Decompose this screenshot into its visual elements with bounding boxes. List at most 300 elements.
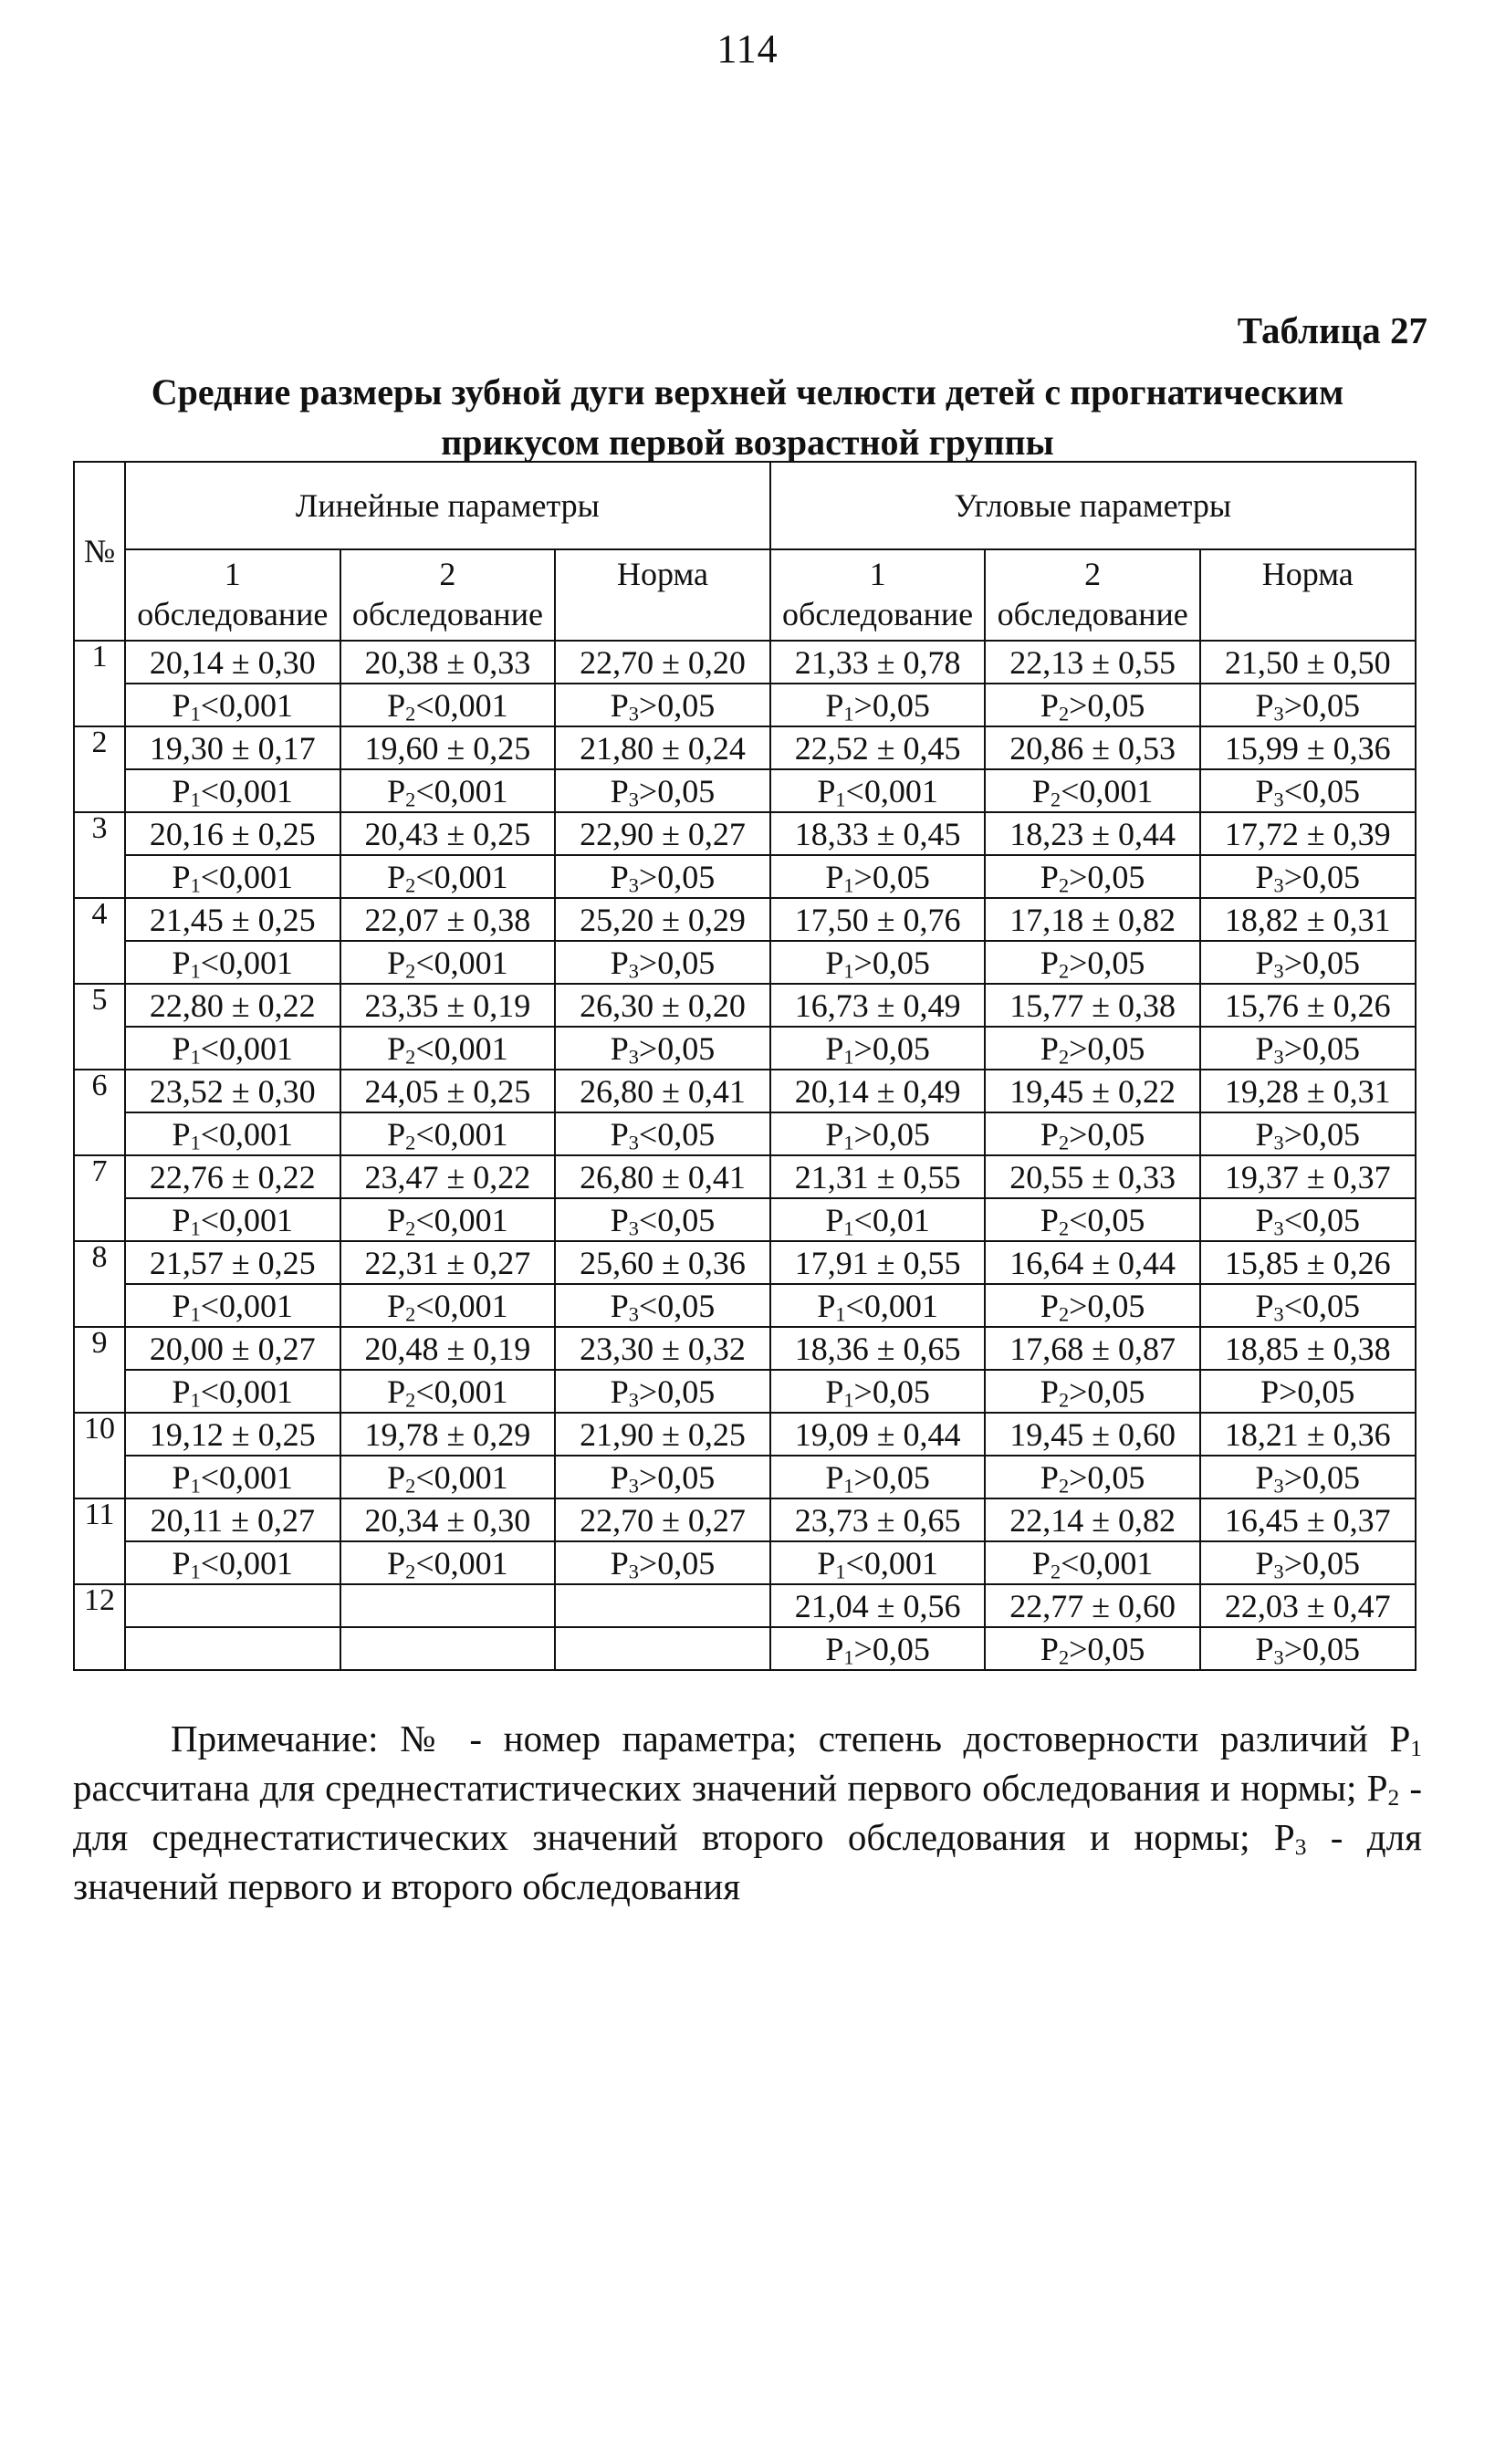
mean-value-cell: 17,91 ± 0,55 (770, 1241, 986, 1284)
mean-value-cell: 19,45 ± 0,22 (985, 1070, 1200, 1112)
p-value: <0,05 (1069, 1201, 1145, 1238)
p-value: >0,05 (1283, 1630, 1361, 1667)
p-letter: P (825, 1115, 844, 1153)
header-angular-parameters: Угловые параметры (770, 462, 1416, 549)
mean-value-cell: 18,23 ± 0,44 (985, 812, 1200, 855)
mean-value-cell: 19,60 ± 0,25 (340, 726, 556, 769)
p-index: 3 (1273, 701, 1284, 725)
table-row-means (74, 1155, 1416, 1198)
table-row-means (74, 1413, 1416, 1456)
p-letter: P (610, 1458, 629, 1496)
footnote-sub-3: 3 (1294, 1834, 1307, 1861)
p-value-cell (340, 769, 556, 812)
p-value-cell (125, 1112, 340, 1155)
p-value: <0,001 (200, 1115, 294, 1153)
table-title-line-2-text: прикусом первой возрастной группы (441, 422, 1054, 463)
p-index: 2 (1058, 1473, 1070, 1497)
p-value-cell (1200, 1456, 1416, 1498)
p-letter: P (825, 944, 844, 981)
p-value: <0,001 (845, 1544, 938, 1582)
p-value-cell (770, 769, 986, 812)
p-index: 3 (1273, 1559, 1284, 1582)
p-index: 2 (1050, 1559, 1061, 1582)
p-value: <0,001 (415, 1458, 508, 1496)
p-index: 1 (190, 1473, 201, 1497)
subheader-cell (125, 549, 340, 641)
p-index: 2 (405, 1044, 416, 1068)
p-value-cell (1200, 1284, 1416, 1327)
p-value: >0,05 (853, 944, 930, 981)
p-value-cell (340, 1541, 556, 1584)
p-value: <0,001 (415, 1029, 508, 1067)
subheader-number: Норма (617, 556, 708, 592)
subheader-number: 2 (439, 556, 456, 592)
p-index: 3 (1273, 1216, 1284, 1239)
p-letter: P (1255, 686, 1274, 724)
p-index: 1 (843, 1044, 854, 1068)
p-letter: P (817, 772, 836, 809)
table-row-significance (74, 941, 1416, 984)
table-row-significance (74, 1627, 1416, 1670)
mean-value-cell: 22,13 ± 0,55 (985, 641, 1200, 684)
table-title (73, 319, 1422, 370)
p-value-cell (555, 1370, 770, 1413)
p-index: 1 (190, 787, 201, 810)
p-value: >0,05 (853, 686, 930, 724)
p-index: 2 (1050, 787, 1061, 810)
p-value-cell (125, 1541, 340, 1584)
p-value: >0,05 (1069, 686, 1145, 724)
p-value: <0,001 (200, 1373, 294, 1410)
mean-value-cell: 21,50 ± 0,50 (1200, 641, 1416, 684)
subheader-cell (770, 549, 986, 641)
p-index: 1 (190, 701, 201, 725)
p-index: 2 (405, 1473, 416, 1497)
table-row-significance (74, 1370, 1416, 1413)
p-value: <0,001 (200, 772, 294, 809)
p-value: <0,05 (638, 1287, 716, 1324)
footnote-text-4: - для значений первого и второго обследования (73, 1816, 1422, 1907)
p-letter: P (825, 858, 844, 895)
p-value-cell (1200, 855, 1416, 898)
p-value: <0,001 (415, 772, 508, 809)
subheader-number: 1 (869, 556, 886, 592)
p-index: 3 (1273, 1644, 1284, 1668)
mean-value-cell: 20,11 ± 0,27 (125, 1498, 340, 1541)
p-value-cell (985, 1198, 1200, 1241)
mean-value-cell: 22,31 ± 0,27 (340, 1241, 556, 1284)
p-value: >0,05 (1069, 1373, 1145, 1410)
p-value: <0,001 (200, 1458, 294, 1496)
p-letter: P (172, 686, 191, 724)
table-row-means (74, 1327, 1416, 1370)
mean-value-cell: 21,33 ± 0,78 (770, 641, 986, 684)
mean-value-cell (125, 1584, 340, 1627)
p-value: <0,05 (638, 1201, 716, 1238)
p-value-cell (340, 1198, 556, 1241)
p-letter: P (1255, 1287, 1274, 1324)
p-index: 1 (190, 1044, 201, 1068)
p-value-cell (1200, 1198, 1416, 1241)
p-index: 2 (405, 701, 416, 725)
p-letter: P (1255, 1029, 1274, 1067)
mean-value-cell: 23,47 ± 0,22 (340, 1155, 556, 1198)
mean-value-cell: 16,64 ± 0,44 (985, 1241, 1200, 1284)
table-row-significance (74, 1284, 1416, 1327)
p-value-cell (555, 1627, 770, 1670)
p-index: 1 (843, 872, 854, 896)
p-letter: P (387, 1115, 406, 1153)
p-letter: P (1040, 858, 1059, 895)
p-letter: P (1040, 1373, 1059, 1410)
mean-value-cell: 15,76 ± 0,26 (1200, 984, 1416, 1027)
p-index: 2 (1058, 1301, 1070, 1325)
p-value: <0,001 (415, 858, 508, 895)
p-index: 2 (405, 1559, 416, 1582)
mean-value-cell: 17,18 ± 0,82 (985, 898, 1200, 941)
p-letter: P (387, 1544, 406, 1582)
mean-value-cell: 23,35 ± 0,19 (340, 984, 556, 1027)
mean-value-cell: 22,14 ± 0,82 (985, 1498, 1200, 1541)
p-index: 1 (843, 1644, 854, 1668)
p-letter: P (1040, 1029, 1059, 1067)
p-value-cell (125, 1627, 340, 1670)
p-letter: P (825, 1458, 844, 1496)
p-value: <0,001 (200, 1287, 294, 1324)
p-value: >0,05 (1069, 1287, 1145, 1324)
table-row-means (74, 984, 1416, 1027)
p-index: 1 (843, 1387, 854, 1411)
p-value-cell (1200, 1627, 1416, 1670)
p-index: 2 (1058, 958, 1070, 982)
dental-arch-table (73, 461, 1417, 1671)
p-index: 1 (835, 1559, 846, 1582)
mean-value-cell: 19,30 ± 0,17 (125, 726, 340, 769)
p-value-cell (770, 1456, 986, 1498)
p-value-cell (125, 1370, 340, 1413)
p-value-cell (770, 1284, 986, 1327)
p-letter: P (1255, 944, 1274, 981)
p-letter: P (172, 858, 191, 895)
mean-value-cell: 15,85 ± 0,26 (1200, 1241, 1416, 1284)
p-letter: P (610, 1373, 629, 1410)
row-number: 5 (74, 984, 125, 1070)
p-value-cell (1200, 684, 1416, 726)
subheader-number: 1 (224, 556, 241, 592)
p-value-cell (1200, 1112, 1416, 1155)
mean-value-cell: 20,34 ± 0,30 (340, 1498, 556, 1541)
mean-value-cell: 22,80 ± 0,22 (125, 984, 340, 1027)
p-letter: P (1040, 1201, 1059, 1238)
mean-value-cell: 26,80 ± 0,41 (555, 1070, 770, 1112)
p-value: <0,001 (200, 1544, 294, 1582)
p-value: <0,001 (415, 1201, 508, 1238)
p-value: >0,05 (853, 1630, 930, 1667)
row-number: 3 (74, 812, 125, 898)
p-letter: P (610, 1201, 629, 1238)
p-value: <0,001 (200, 1201, 294, 1238)
p-index: 3 (628, 872, 639, 896)
table-title-visible (73, 367, 1422, 467)
subheader-number: 2 (1084, 556, 1102, 592)
p-value: >0,05 (638, 944, 716, 981)
mean-value-cell: 22,90 ± 0,27 (555, 812, 770, 855)
mean-value-cell: 23,30 ± 0,32 (555, 1327, 770, 1370)
p-index: 2 (1058, 1130, 1070, 1154)
p-letter: P (1255, 1115, 1274, 1153)
p-value: >0,05 (853, 858, 930, 895)
mean-value-cell: 19,78 ± 0,29 (340, 1413, 556, 1456)
p-value: <0,001 (200, 686, 294, 724)
p-index: 1 (843, 1216, 854, 1239)
p-value-cell (985, 855, 1200, 898)
row-number: 7 (74, 1155, 125, 1241)
p-value: >0,05 (1283, 1029, 1361, 1067)
footnote-text-2: рассчитана для среднестатистических значений первого обследования и нормы; P (73, 1767, 1388, 1809)
p-index: 2 (1058, 872, 1070, 896)
mean-value-cell: 16,73 ± 0,49 (770, 984, 986, 1027)
table-row-means (74, 726, 1416, 769)
mean-value-cell: 20,55 ± 0,33 (985, 1155, 1200, 1198)
mean-value-cell: 21,80 ± 0,24 (555, 726, 770, 769)
mean-value-cell: 26,80 ± 0,41 (555, 1155, 770, 1198)
p-index: 3 (1273, 872, 1284, 896)
p-value: >0,05 (1069, 1630, 1145, 1667)
p-letter: P (1255, 1544, 1274, 1582)
p-value-cell (770, 1027, 986, 1070)
mean-value-cell: 15,99 ± 0,36 (1200, 726, 1416, 769)
p-letter: P (1031, 1544, 1051, 1582)
mean-value-cell: 18,21 ± 0,36 (1200, 1413, 1416, 1456)
p-letter: P (1260, 1373, 1280, 1410)
p-letter: P (172, 1287, 191, 1324)
footnote (73, 1714, 1422, 1911)
p-value-cell (555, 1112, 770, 1155)
p-value-cell (985, 1627, 1200, 1670)
p-letter: P (172, 944, 191, 981)
p-letter: P (387, 1201, 406, 1238)
p-letter: P (1255, 858, 1274, 895)
mean-value-cell: 22,52 ± 0,45 (770, 726, 986, 769)
page-number: 114 (716, 26, 779, 71)
mean-value-cell: 20,48 ± 0,19 (340, 1327, 556, 1370)
mean-value-cell: 19,09 ± 0,44 (770, 1413, 986, 1456)
p-letter: P (825, 686, 844, 724)
header-number: № (74, 462, 125, 641)
p-letter: P (172, 1029, 191, 1067)
p-value: >0,05 (1279, 1373, 1355, 1410)
row-number: 4 (74, 898, 125, 984)
p-index: 3 (1273, 958, 1284, 982)
p-value: >0,05 (638, 858, 716, 895)
p-value: >0,05 (1283, 1115, 1361, 1153)
p-value-cell (555, 769, 770, 812)
p-letter: P (610, 1115, 629, 1153)
p-value: >0,05 (638, 1373, 716, 1410)
p-index: 2 (1058, 1216, 1070, 1239)
p-index: 1 (190, 1387, 201, 1411)
p-letter: P (387, 1373, 406, 1410)
p-value-cell (985, 769, 1200, 812)
mean-value-cell: 22,70 ± 0,27 (555, 1498, 770, 1541)
p-index: 1 (843, 701, 854, 725)
p-value-cell (770, 1541, 986, 1584)
mean-value-cell: 22,76 ± 0,22 (125, 1155, 340, 1198)
p-value: <0,001 (200, 858, 294, 895)
p-value-cell (770, 1627, 986, 1670)
p-value-cell (340, 941, 556, 984)
p-value-cell (555, 1456, 770, 1498)
p-value: <0,001 (415, 1115, 508, 1153)
p-value: >0,05 (1283, 686, 1361, 724)
p-value: >0,05 (1069, 1458, 1145, 1496)
p-letter: P (610, 1029, 629, 1067)
p-index: 3 (1273, 787, 1284, 810)
mean-value-cell: 22,77 ± 0,60 (985, 1584, 1200, 1627)
p-index: 3 (628, 787, 639, 810)
p-index: 1 (190, 1301, 201, 1325)
table-row-means (74, 1584, 1416, 1627)
mean-value-cell: 21,57 ± 0,25 (125, 1241, 340, 1284)
p-letter: P (1040, 686, 1059, 724)
p-index: 2 (405, 958, 416, 982)
table-row-means (74, 1498, 1416, 1541)
p-index: 2 (1058, 1644, 1070, 1668)
p-value: <0,05 (638, 1115, 716, 1153)
p-letter: P (387, 686, 406, 724)
mean-value-cell: 24,05 ± 0,25 (340, 1070, 556, 1112)
p-value-cell (125, 684, 340, 726)
p-letter: P (825, 1373, 844, 1410)
mean-value-cell: 21,90 ± 0,25 (555, 1413, 770, 1456)
table-row-means (74, 1241, 1416, 1284)
mean-value-cell: 23,73 ± 0,65 (770, 1498, 986, 1541)
p-index: 3 (1273, 1130, 1284, 1154)
subheader-cell (340, 549, 556, 641)
table-label: Таблица 27 (1237, 309, 1427, 351)
p-value: <0,001 (415, 944, 508, 981)
p-index: 2 (405, 1301, 416, 1325)
p-value: >0,05 (853, 1115, 930, 1153)
p-index: 1 (843, 1130, 854, 1154)
p-letter: P (1040, 1458, 1059, 1496)
p-value-cell (770, 1370, 986, 1413)
row-number: 12 (74, 1584, 125, 1670)
row-number: 6 (74, 1070, 125, 1155)
row-number: 1 (74, 641, 125, 726)
p-value: <0,001 (415, 1287, 508, 1324)
p-index: 3 (628, 1301, 639, 1325)
p-value: <0,001 (415, 1373, 508, 1410)
mean-value-cell: 23,52 ± 0,30 (125, 1070, 340, 1112)
p-value-cell (125, 1027, 340, 1070)
p-letter: P (817, 1544, 836, 1582)
mean-value-cell: 18,82 ± 0,31 (1200, 898, 1416, 941)
p-value-cell (770, 1112, 986, 1155)
p-value-cell (340, 684, 556, 726)
p-value: >0,05 (853, 1029, 930, 1067)
p-value-cell (340, 1112, 556, 1155)
mean-value-cell: 21,04 ± 0,56 (770, 1584, 986, 1627)
p-letter: P (1040, 944, 1059, 981)
table-row-significance (74, 769, 1416, 812)
mean-value-cell: 18,85 ± 0,38 (1200, 1327, 1416, 1370)
p-value: <0,001 (200, 944, 294, 981)
p-value-cell (1200, 1541, 1416, 1584)
p-index: 3 (1273, 1044, 1284, 1068)
footnote-sub-1: 1 (1410, 1736, 1422, 1762)
subheader-cell (555, 549, 770, 641)
p-value-cell (1200, 941, 1416, 984)
p-letter: P (172, 1373, 191, 1410)
table-row-significance (74, 1027, 1416, 1070)
mean-value-cell: 19,28 ± 0,31 (1200, 1070, 1416, 1112)
p-value: >0,05 (1283, 944, 1361, 981)
p-value: >0,05 (638, 1544, 716, 1582)
footnote-sub-2: 2 (1387, 1785, 1400, 1811)
mean-value-cell: 20,86 ± 0,53 (985, 726, 1200, 769)
p-value-cell (555, 941, 770, 984)
p-letter: P (1031, 772, 1051, 809)
p-index: 3 (628, 958, 639, 982)
p-value: <0,001 (415, 686, 508, 724)
table-row-means (74, 641, 1416, 684)
mean-value-cell (340, 1584, 556, 1627)
p-letter: P (825, 1029, 844, 1067)
p-value-cell (985, 941, 1200, 984)
table-row-significance (74, 1541, 1416, 1584)
p-value-cell (985, 1112, 1200, 1155)
mean-value-cell: 19,37 ± 0,37 (1200, 1155, 1416, 1198)
mean-value-cell: 16,45 ± 0,37 (1200, 1498, 1416, 1541)
mean-value-cell: 19,12 ± 0,25 (125, 1413, 340, 1456)
mean-value-cell: 21,45 ± 0,25 (125, 898, 340, 941)
p-index: 1 (190, 958, 201, 982)
mean-value-cell: 20,14 ± 0,49 (770, 1070, 986, 1112)
p-value-cell (770, 855, 986, 898)
p-value-cell (555, 1284, 770, 1327)
p-index: 2 (405, 787, 416, 810)
p-value-cell (985, 1284, 1200, 1327)
p-value: >0,05 (1283, 1544, 1361, 1582)
p-value: <0,01 (853, 1201, 930, 1238)
p-index: 3 (628, 1473, 639, 1497)
p-index: 2 (405, 1216, 416, 1239)
p-index: 1 (190, 1559, 201, 1582)
mean-value-cell: 17,72 ± 0,39 (1200, 812, 1416, 855)
p-value: >0,05 (853, 1373, 930, 1410)
p-value-cell (125, 941, 340, 984)
p-letter: P (817, 1287, 836, 1324)
p-index: 2 (1058, 1387, 1070, 1411)
p-index: 3 (1273, 1301, 1284, 1325)
mean-value-cell: 26,30 ± 0,20 (555, 984, 770, 1027)
p-value-cell (1200, 769, 1416, 812)
p-value: <0,001 (200, 1029, 294, 1067)
table-row-means (74, 1070, 1416, 1112)
mean-value-cell: 22,70 ± 0,20 (555, 641, 770, 684)
p-value-cell (125, 1456, 340, 1498)
p-letter: P (172, 1201, 191, 1238)
p-value: <0,05 (1283, 1201, 1361, 1238)
p-value: <0,001 (415, 1544, 508, 1582)
p-letter: P (610, 858, 629, 895)
p-value: >0,05 (853, 1458, 930, 1496)
p-letter: P (1040, 1115, 1059, 1153)
p-letter: P (172, 1458, 191, 1496)
p-value: >0,05 (638, 772, 716, 809)
p-value: >0,05 (1069, 1115, 1145, 1153)
